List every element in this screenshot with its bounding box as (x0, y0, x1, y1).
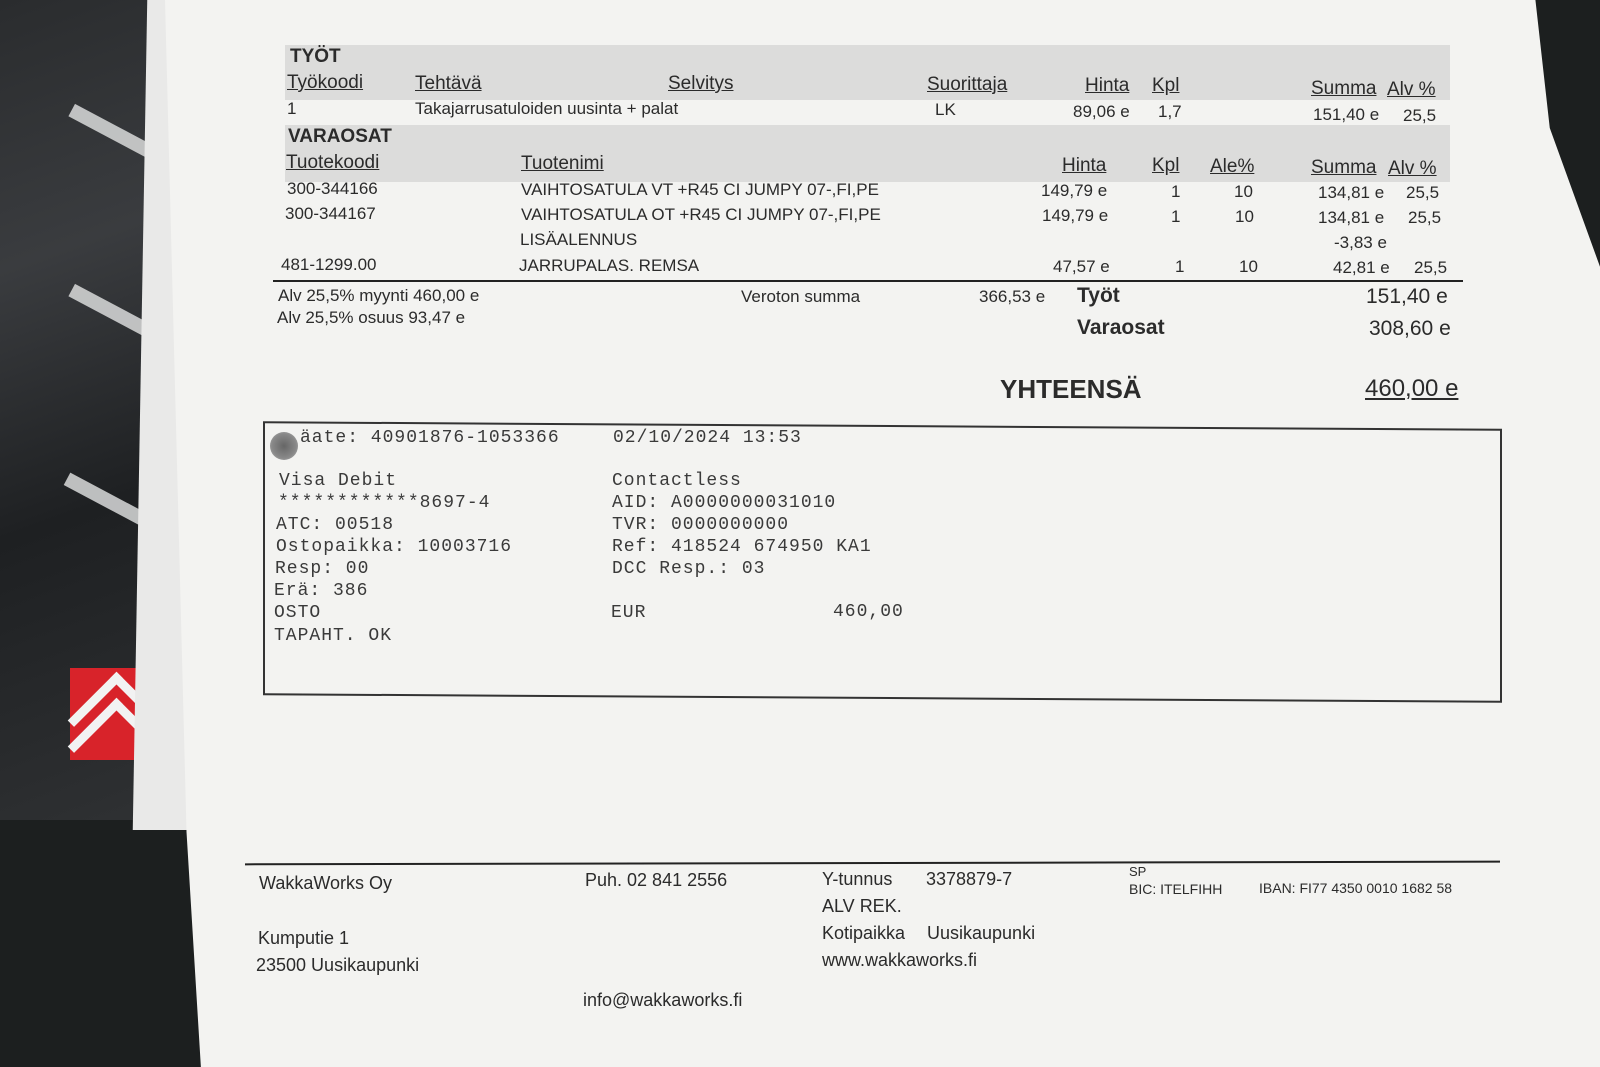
receipt-batch: Erä: 386 (274, 581, 369, 601)
part-row-qty: 1 (1171, 182, 1181, 201)
col-tuotenimi: Tuotenimi (521, 153, 604, 174)
totals-divider (273, 280, 1463, 282)
col-summa-parts: Summa (1311, 157, 1377, 178)
part-row-sum: -3,83 e (1334, 233, 1387, 252)
parts-value: 308,60 e (1369, 317, 1451, 340)
footer-street: Kumputie 1 (258, 928, 350, 948)
tyot-row-task: Takajarrusatuloiden uusinta + palat (415, 99, 679, 118)
footer-phone: Puh. 02 841 2556 (585, 870, 728, 890)
part-row-price: 149,79 e (1042, 206, 1109, 225)
tyot-row-sum: 151,40 e (1313, 105, 1380, 124)
part-row-vat: 25,5 (1406, 183, 1440, 202)
receipt-aid: AID: A0000000031010 (612, 493, 837, 513)
grand-total-value: 460,00 e (1365, 375, 1459, 402)
receipt-tvr: TVR: 0000000000 (612, 515, 790, 535)
net-label: Veroton summa (741, 287, 861, 306)
part-row-sum: 42,81 e (1333, 258, 1390, 277)
receipt-status: TAPAHT. OK (274, 626, 393, 646)
part-row-name: JARRUPALAS. REMSA (519, 256, 700, 275)
part-row-vat: 25,5 (1408, 208, 1442, 227)
receipt-terminal: äate: 40901876-1053366 (300, 428, 560, 448)
part-row-discount: 10 (1234, 182, 1253, 201)
part-row-vat: 25,5 (1414, 258, 1448, 277)
net-value: 366,53 e (979, 287, 1046, 306)
part-row-name: VAIHTOSATULA VT +R45 CI JUMPY 07-,FI,PE (521, 180, 879, 199)
part-row-discount: 10 (1235, 207, 1254, 226)
part-row-qty: 1 (1171, 207, 1181, 226)
part-row-code: 300-344167 (285, 204, 376, 223)
receipt-atc: ATC: 00518 (276, 515, 395, 535)
col-summa: Summa (1311, 78, 1377, 99)
receipt-card-number: ************8697-4 (278, 493, 491, 513)
tyot-row-performer: LK (935, 100, 956, 119)
part-row-price: 47,57 e (1053, 257, 1110, 276)
footer-iban: IBAN: FI77 4350 0010 1682 58 (1259, 880, 1453, 896)
receipt-card: Visa Debit (279, 471, 398, 491)
receipt-dcc: DCC Resp.: 03 (612, 559, 766, 579)
footer-bic: BIC: ITELFIHH (1129, 881, 1223, 897)
col-kpl: Kpl (1152, 75, 1180, 96)
col-tehtava: Tehtävä (415, 73, 482, 94)
varaosat-title: VARAOSAT (288, 126, 392, 147)
receipt-datetime: 02/10/2024 13:53 (613, 428, 802, 448)
receipt-currency: EUR (611, 603, 647, 623)
receipt-mode: Contactless (612, 471, 742, 491)
card-receipt-box (263, 421, 1502, 703)
tyot-row-qty: 1,7 (1158, 102, 1182, 121)
punch-hole (270, 432, 298, 460)
tyot-row-price: 89,06 e (1073, 102, 1130, 121)
footer-company: WakkaWorks Oy (259, 873, 393, 893)
part-row-code: 300-344166 (287, 179, 378, 198)
col-hinta-parts: Hinta (1062, 155, 1107, 176)
part-row-sum: 134,81 e (1318, 183, 1385, 202)
footer-email: info@wakkaworks.fi (583, 990, 743, 1010)
labor-value: 151,40 e (1366, 285, 1448, 308)
footer-sp: SP (1129, 864, 1147, 879)
col-suorittaja: Suorittaja (927, 74, 1008, 95)
vat-share: Alv 25,5% osuus 93,47 e (277, 308, 466, 327)
parts-label: Varaosat (1077, 316, 1165, 339)
part-row-name: LISÄALENNUS (520, 230, 638, 249)
grand-total-label: YHTEENSÄ (1000, 374, 1142, 404)
receipt-resp: Resp: 00 (275, 559, 370, 579)
part-row-discount: 10 (1239, 257, 1258, 276)
col-tuotekoodi: Tuotekoodi (286, 152, 380, 173)
tyot-title: TYÖT (290, 46, 341, 67)
vat-sale: Alv 25,5% myynti 460,00 e (278, 286, 480, 305)
col-tyokoodi: Työkoodi (287, 72, 364, 93)
receipt-merchant: Ostopaikka: 10003716 (276, 537, 513, 557)
labor-label: Työt (1077, 284, 1120, 307)
col-ale: Ale% (1210, 156, 1255, 177)
col-alv-parts: Alv % (1388, 158, 1437, 179)
footer-alv: ALV REK. (822, 896, 902, 916)
receipt-amount: 460,00 (833, 602, 904, 622)
varaosat-header-band (285, 125, 1450, 182)
footer-kotipaikka-label: Kotipaikka (822, 923, 906, 943)
part-row-price: 149,79 e (1041, 181, 1108, 200)
tyot-row-vat: 25,5 (1403, 106, 1437, 125)
col-kpl-parts: Kpl (1152, 155, 1180, 176)
tyot-row-code: 1 (287, 99, 297, 118)
part-row-qty: 1 (1175, 257, 1185, 276)
col-hinta: Hinta (1085, 75, 1130, 96)
part-row-name: VAIHTOSATULA OT +R45 CI JUMPY 07-,FI,PE (521, 205, 881, 224)
footer-ytunnus: 3378879-7 (926, 869, 1013, 889)
col-selvitys: Selvitys (668, 73, 734, 94)
part-row-sum: 134,81 e (1318, 208, 1385, 227)
col-alv: Alv % (1387, 79, 1436, 100)
footer-web: www.wakkaworks.fi (822, 950, 978, 970)
part-row-code: 481-1299.00 (281, 255, 377, 274)
footer-city: 23500 Uusikaupunki (256, 955, 420, 975)
footer-kotipaikka: Uusikaupunki (927, 923, 1036, 943)
receipt-type: OSTO (274, 603, 322, 623)
footer-ytunnus-label: Y-tunnus (822, 869, 893, 889)
receipt-ref: Ref: 418524 674950 KA1 (612, 537, 872, 557)
